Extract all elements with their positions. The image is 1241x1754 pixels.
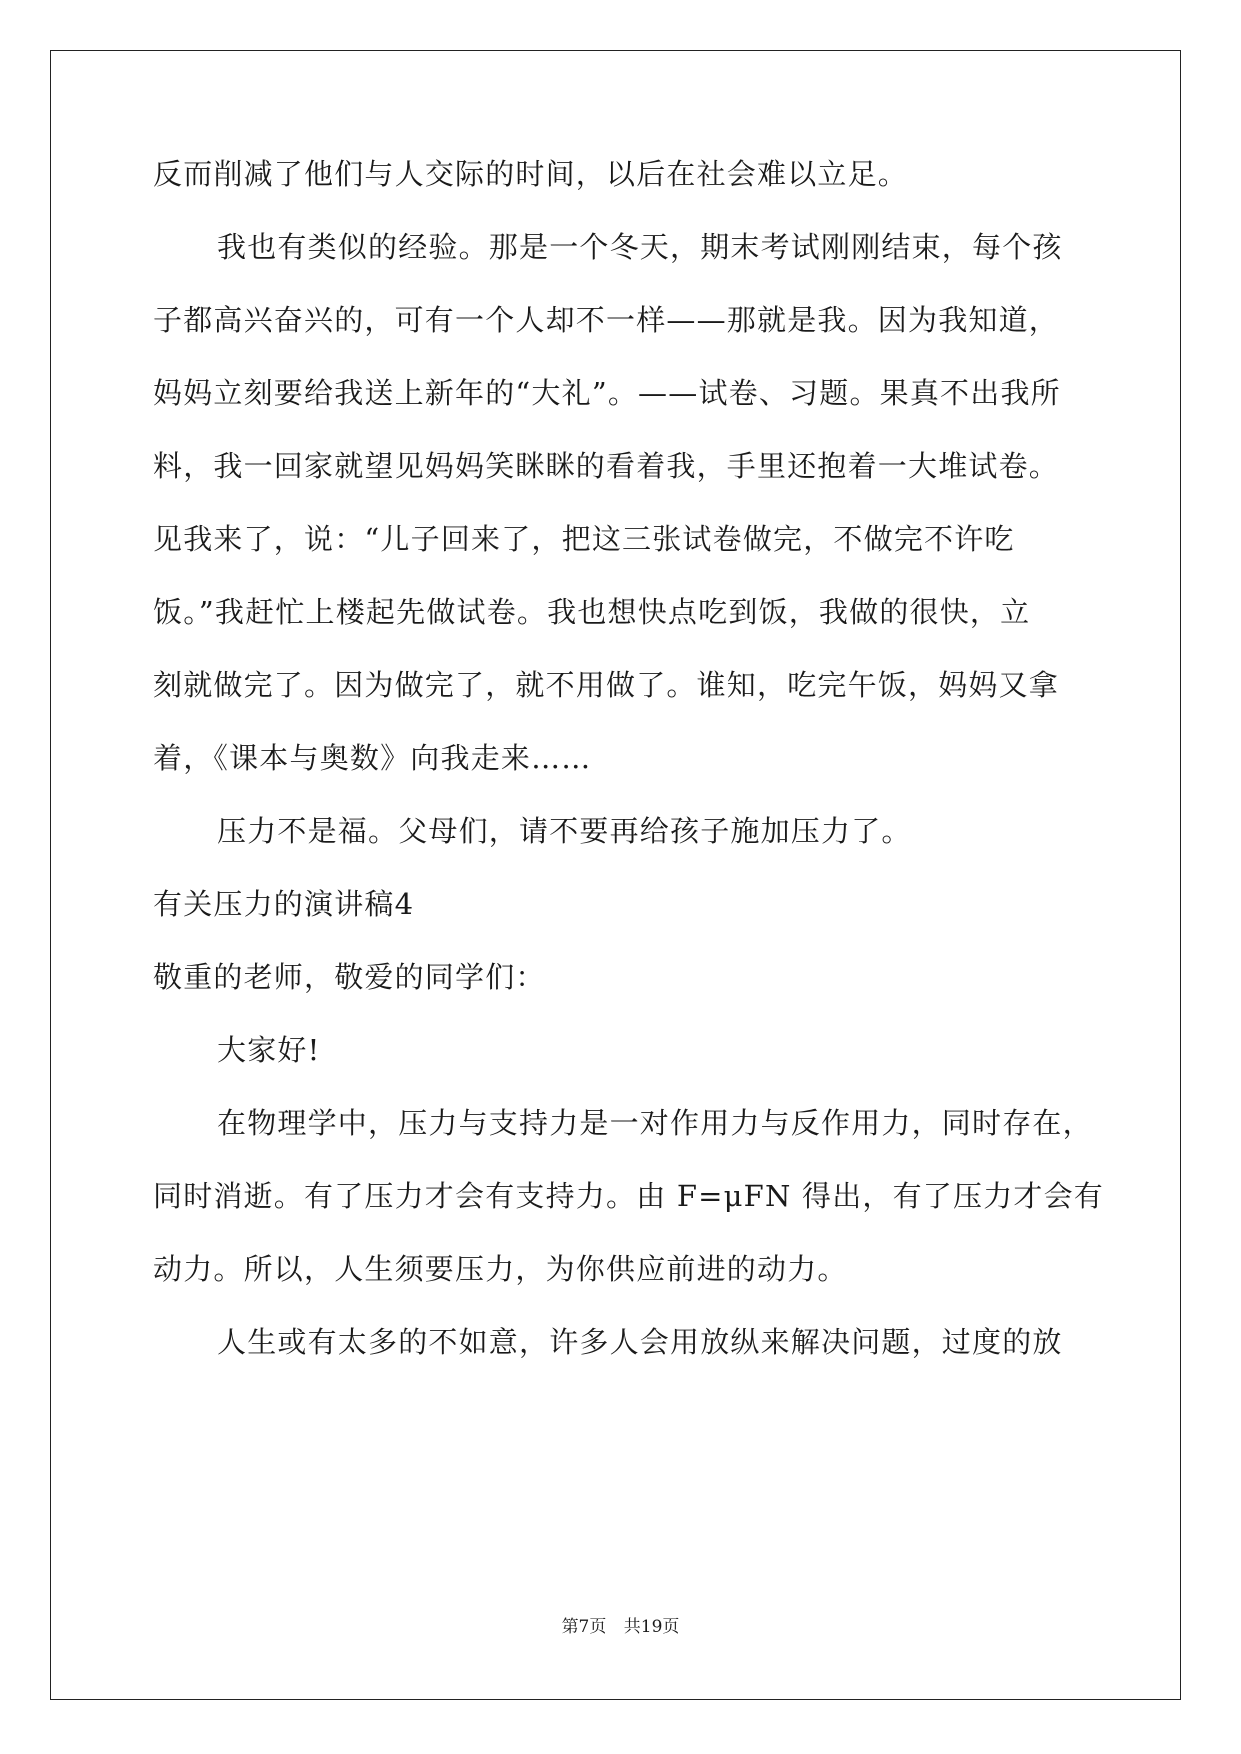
- paragraph-line: 人生或有太多的不如意，许多人会用放纵来解决问题，过度的放: [217, 1325, 1063, 1359]
- paragraph-line: 妈妈立刻要给我送上新年的“大礼”。——试卷、习题。果真不出我所: [153, 376, 1061, 410]
- paragraph-line: 同时消逝。有了压力才会有支持力。由 F=μFN 得出，有了压力才会有: [153, 1179, 1105, 1213]
- paragraph-line: 刻就做完了。因为做完了，就不用做了。谁知，吃完午饭，妈妈又拿: [153, 668, 1060, 702]
- salutation: 敬重的老师，敬爱的同学们：: [153, 960, 546, 994]
- page-border: [50, 50, 1181, 1700]
- paragraph-line: 见我来了，说：“儿子回来了，把这三张试卷做完，不做完不许吃: [153, 522, 1015, 556]
- page-footer: [0, 1615, 1241, 1639]
- section-heading: 有关压力的演讲稿4: [153, 887, 415, 921]
- greeting: 大家好!: [217, 1033, 321, 1067]
- paragraph-line: 反而削减了他们与人交际的时间，以后在社会难以立足。: [153, 157, 909, 191]
- page-number: 第7页: [561, 1617, 607, 1637]
- paragraph-line: 料，我一回家就望见妈妈笑眯眯的看着我，手里还抱着一大堆试卷。: [153, 449, 1060, 483]
- paragraph-line: 动力。所以，人生须要压力，为你供应前进的动力。: [153, 1252, 848, 1286]
- paragraph-line: 饭。”我赶忙上楼起先做试卷。我也想快点吃到饭，我做的很快，立: [153, 595, 1031, 629]
- paragraph-line: 在物理学中，压力与支持力是一对作用力与反作用力，同时存在，: [217, 1106, 1093, 1140]
- page-total: 共19页: [623, 1617, 680, 1637]
- paragraph-line: 我也有类似的经验。那是一个冬天，期末考试刚刚结束，每个孩: [217, 230, 1063, 264]
- paragraph-line: 着，《课本与奥数》向我走来……: [153, 741, 592, 775]
- paragraph-line: 压力不是福。父母们，请不要再给孩子施加压力了。: [217, 814, 912, 848]
- paragraph-line: 子都高兴奋兴的，可有一个人却不一样——那就是我。因为我知道，: [153, 303, 1060, 337]
